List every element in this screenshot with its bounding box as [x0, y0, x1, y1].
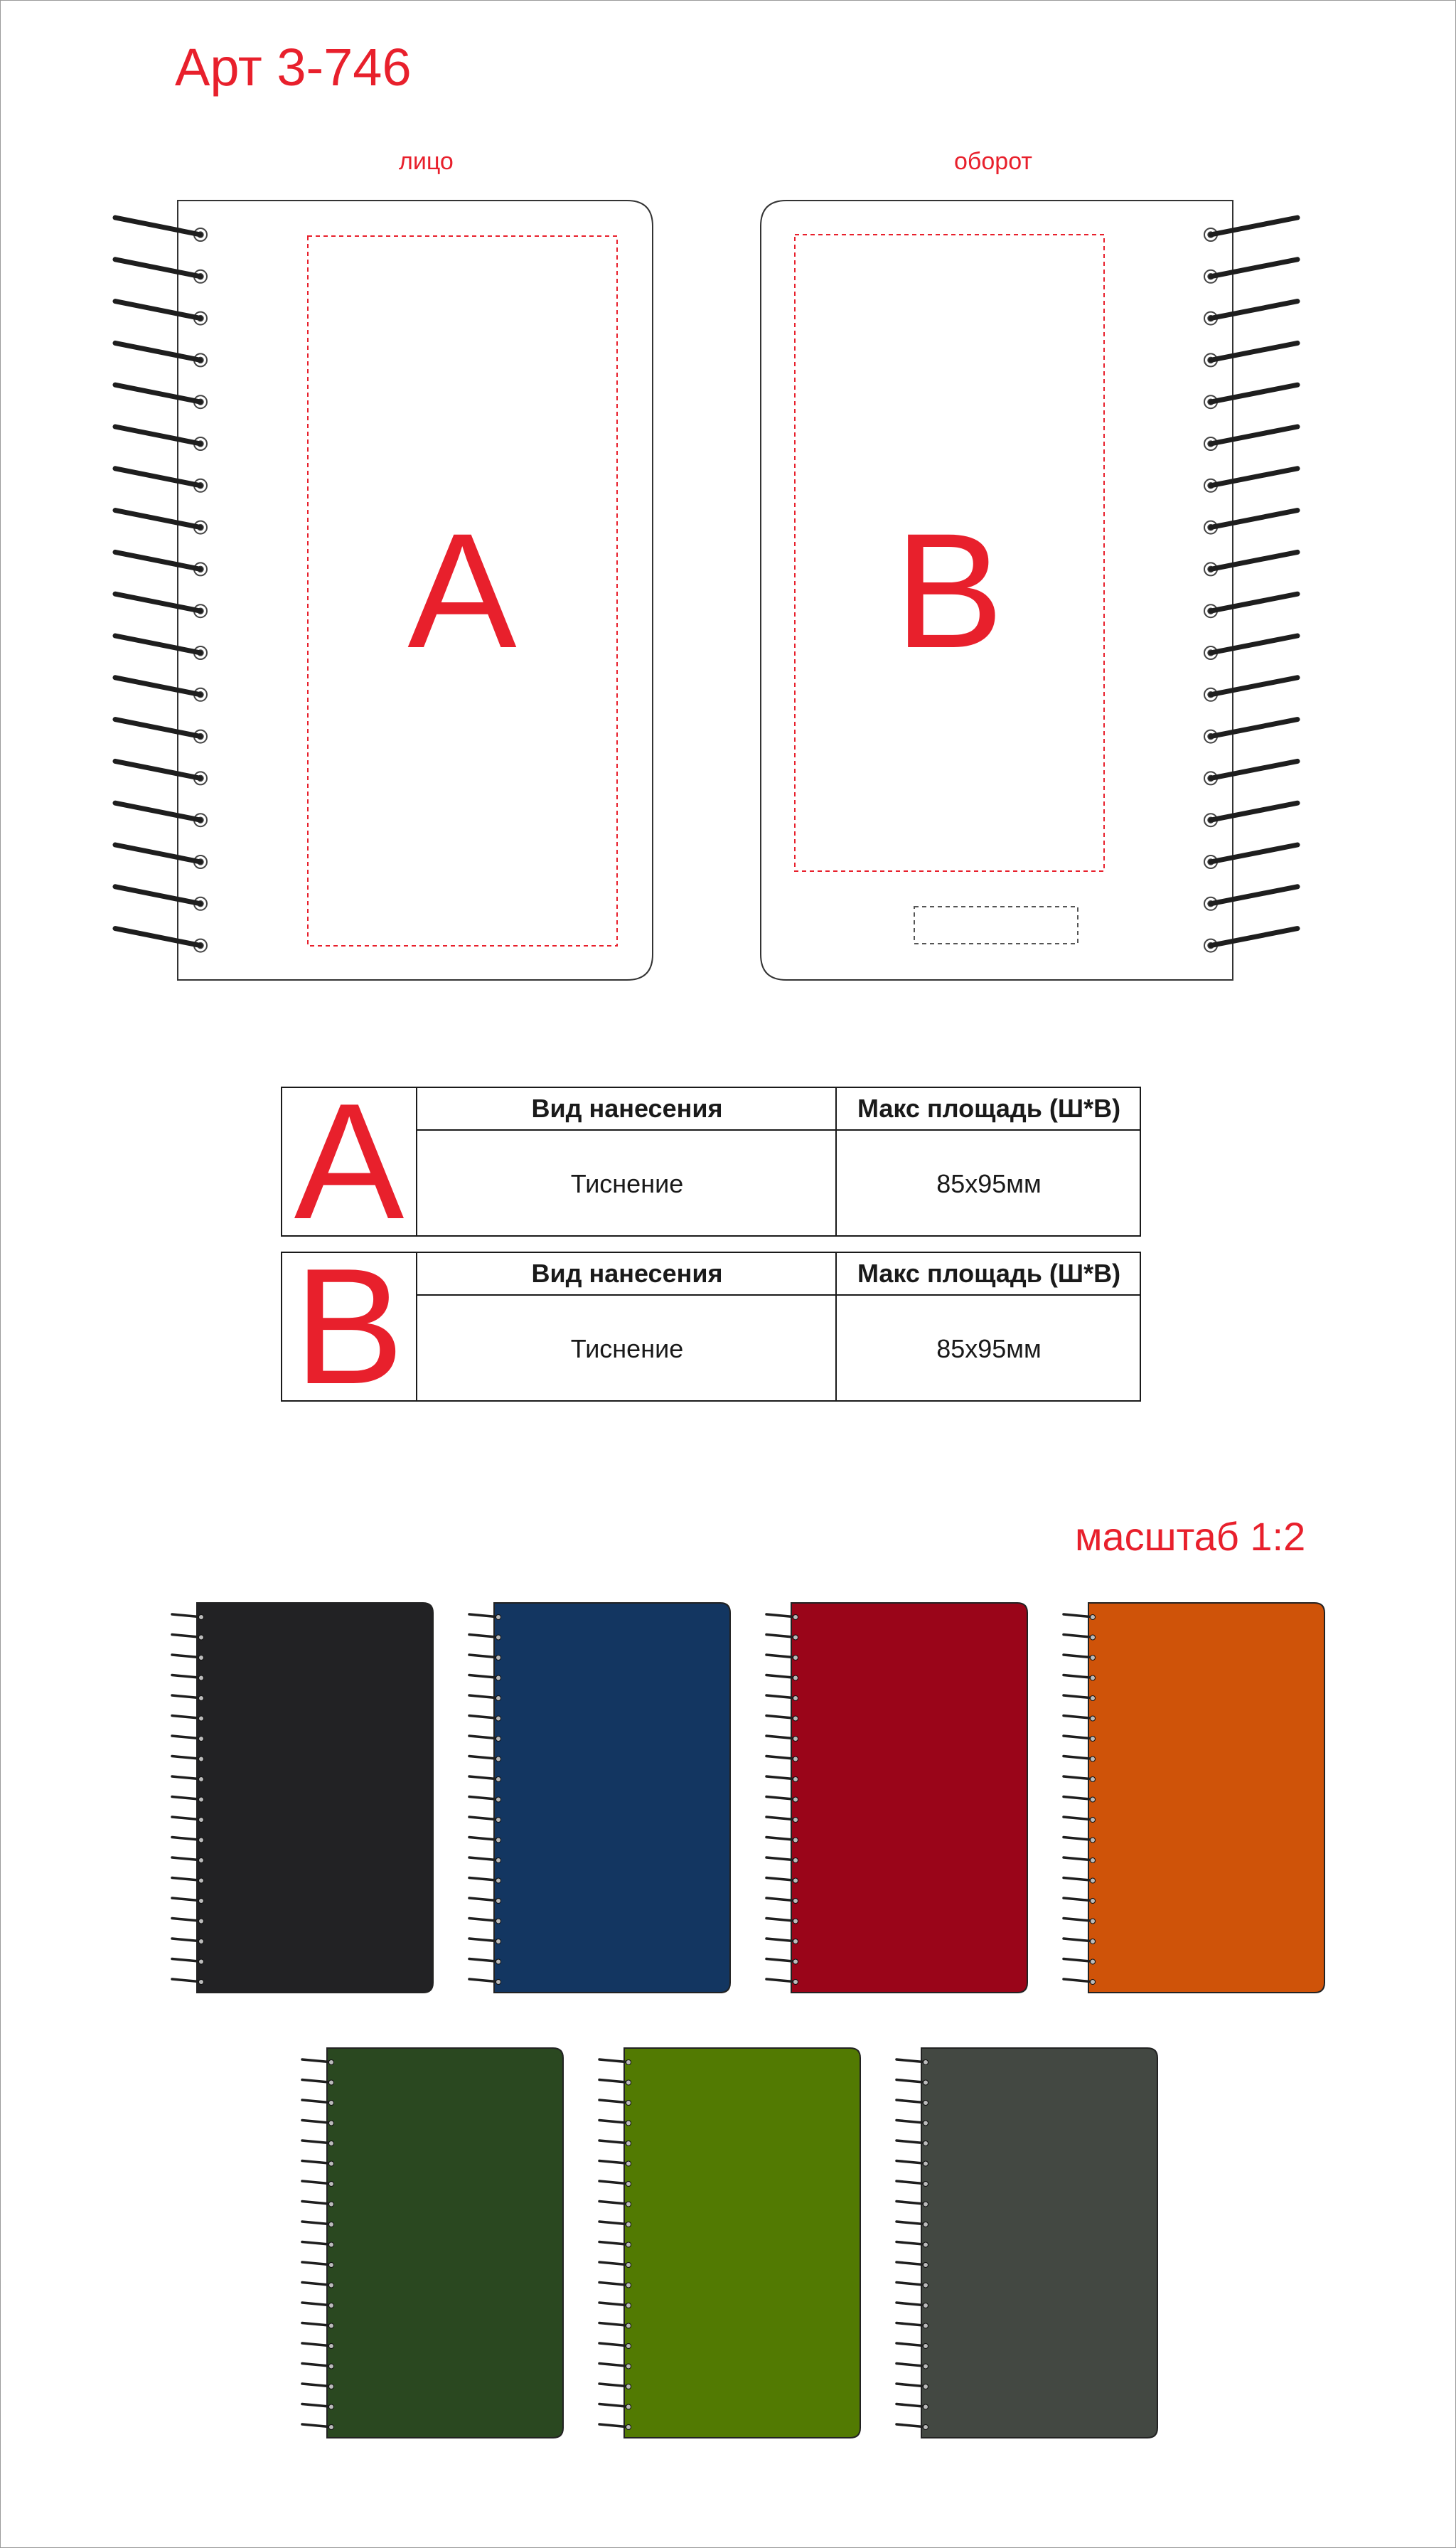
spec-a-zone-letter: A	[282, 1088, 417, 1235]
color-swatches	[172, 1603, 1324, 2438]
scale-label: масштаб 1:2	[1075, 1514, 1306, 1559]
article-title: Арт 3-746	[175, 38, 412, 97]
spec-b-area: 85x95мм	[936, 1334, 1042, 1363]
back-view-label: оборот	[954, 148, 1032, 175]
color-swatch-notebook	[1064, 1603, 1324, 1993]
spec-b-area-header: Макс площадь (Ш*В)	[857, 1259, 1121, 1288]
spec-a-method-header: Вид нанесения	[531, 1094, 723, 1123]
front-zone-letter: A	[407, 499, 517, 682]
front-notebook	[115, 201, 653, 980]
color-swatch-notebook	[302, 2048, 563, 2438]
front-view-label: лицо	[399, 148, 454, 175]
spec-a-area-header: Макс площадь (Ш*В)	[857, 1094, 1121, 1123]
spec-b-method: Тиснение	[570, 1334, 684, 1363]
back-zone-letter: B	[894, 499, 1004, 682]
color-swatch-notebook	[766, 1603, 1027, 1993]
spec-table-b	[281, 1235, 1141, 1419]
spec-a-area: 85x95мм	[936, 1169, 1042, 1198]
color-swatch-notebook	[469, 1603, 730, 1993]
back-notebook	[761, 201, 1297, 980]
color-swatch-notebook	[896, 2048, 1157, 2438]
color-swatch-notebook	[599, 2048, 860, 2438]
color-swatch-notebook	[172, 1603, 433, 1993]
spec-b-method-header: Вид нанесения	[531, 1259, 723, 1288]
spec-a-method: Тиснение	[570, 1169, 684, 1198]
spec-table-a	[281, 1070, 1141, 1254]
spec-b-zone-letter: B	[282, 1253, 417, 1400]
